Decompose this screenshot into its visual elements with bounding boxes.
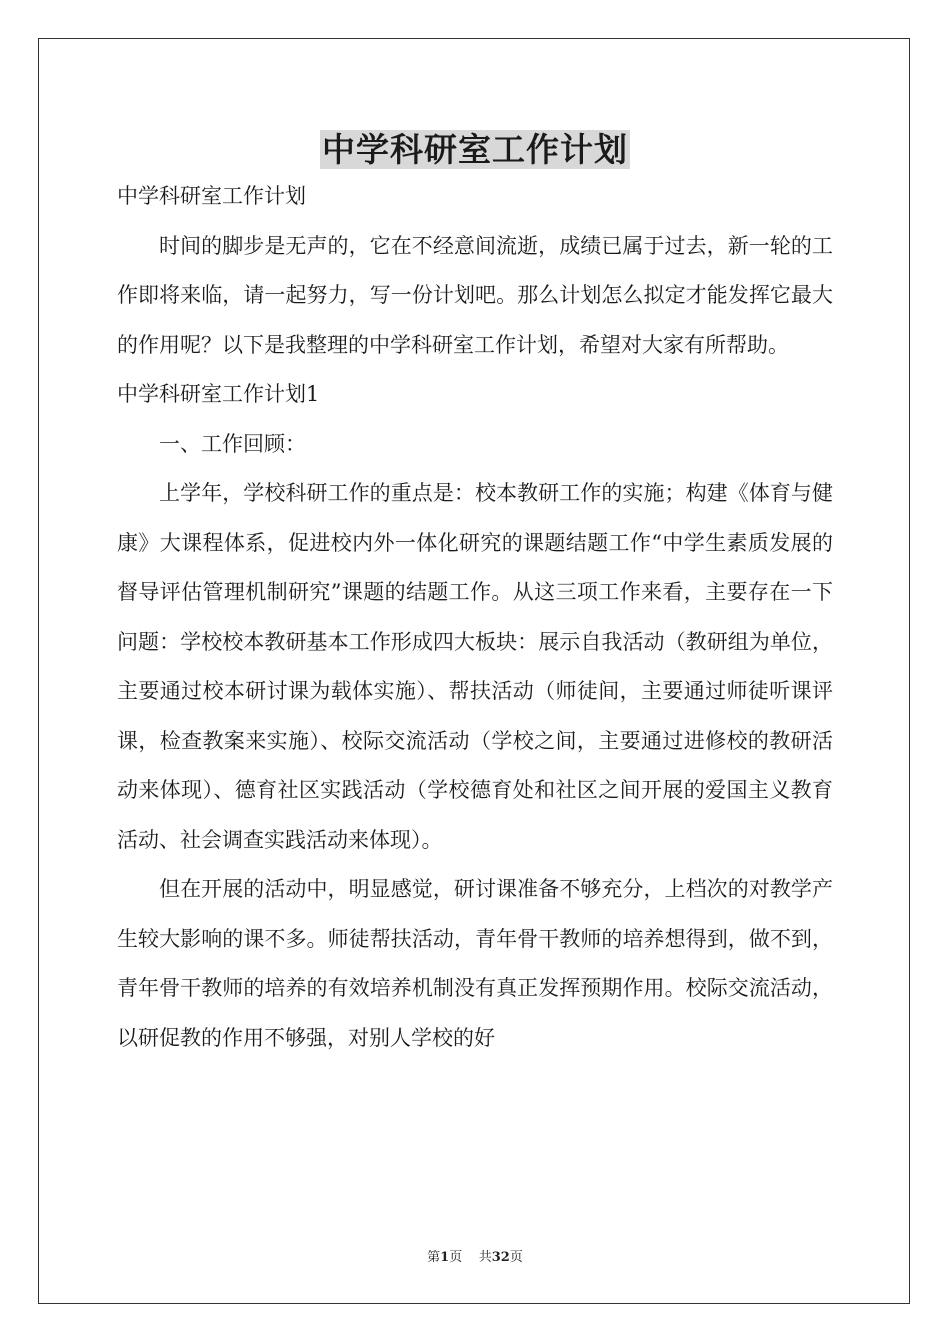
paragraph-subtitle: 中学科研室工作计划 xyxy=(117,184,306,208)
total-label-prefix: 共 xyxy=(478,1250,492,1265)
page-footer xyxy=(0,1246,950,1265)
paragraph-intro: 时间的脚步是无声的，它在不经意间流逝，成绩已属于过去，新一轮的工作即将来临，请一起努力，写一份计划吧。那么计划怎么拟定才能发挥它最大的作用呢？以下是我整理的中学科研室工作计划，希望对大家有所帮助。 xyxy=(117,233,833,357)
page-label-suffix: 页 xyxy=(449,1250,463,1265)
document-title-text: 中学科研室工作计划 xyxy=(322,130,628,169)
document-title xyxy=(0,126,950,174)
paragraph-section-heading: 中学科研室工作计划1 xyxy=(117,382,320,406)
document-body xyxy=(117,172,833,1063)
total-pages: 32 xyxy=(491,1250,510,1265)
page-label-prefix: 第 xyxy=(427,1250,441,1265)
page-number: 1 xyxy=(440,1250,450,1265)
paragraph-review: 上学年，学校科研工作的重点是：校本教研工作的实施；构建《体育与健康》大课程体系，促进校内外一体化研究的课题结题工作“中学生素质发展的督导评估管理机制研究”课题的结题工作。从这三项工作来看，主要存在一下问题：学校校本教研基本工作形成四大板块：展示自我活动（教研组为单位，主要通过校本研讨课为载体实施）、帮扶活动（师徒间，主要通过师徒听课评课，检查教案来实施）、校际交流活动（学校之间，主要通过进修校的教研活动来体现）、德育社区实践活动（学校德育处和社区之间开展的爱国主义教育活动、社会调查实践活动来体现）。 xyxy=(117,481,833,852)
paragraph-problems: 但在开展的活动中，明显感觉，研讨课准备不够充分，上档次的对教学产生较大影响的课不多。师徒帮扶活动，青年骨干教师的培养想得到，做不到，青年骨干教师的培养的有效培养机制没有真正发挥预期作用。校际交流活动，以研促教的作用不够强，对别人学校的好 xyxy=(117,877,833,1050)
total-label-suffix: 页 xyxy=(509,1250,523,1265)
paragraph-subheading: 一、工作回顾： xyxy=(159,431,306,456)
